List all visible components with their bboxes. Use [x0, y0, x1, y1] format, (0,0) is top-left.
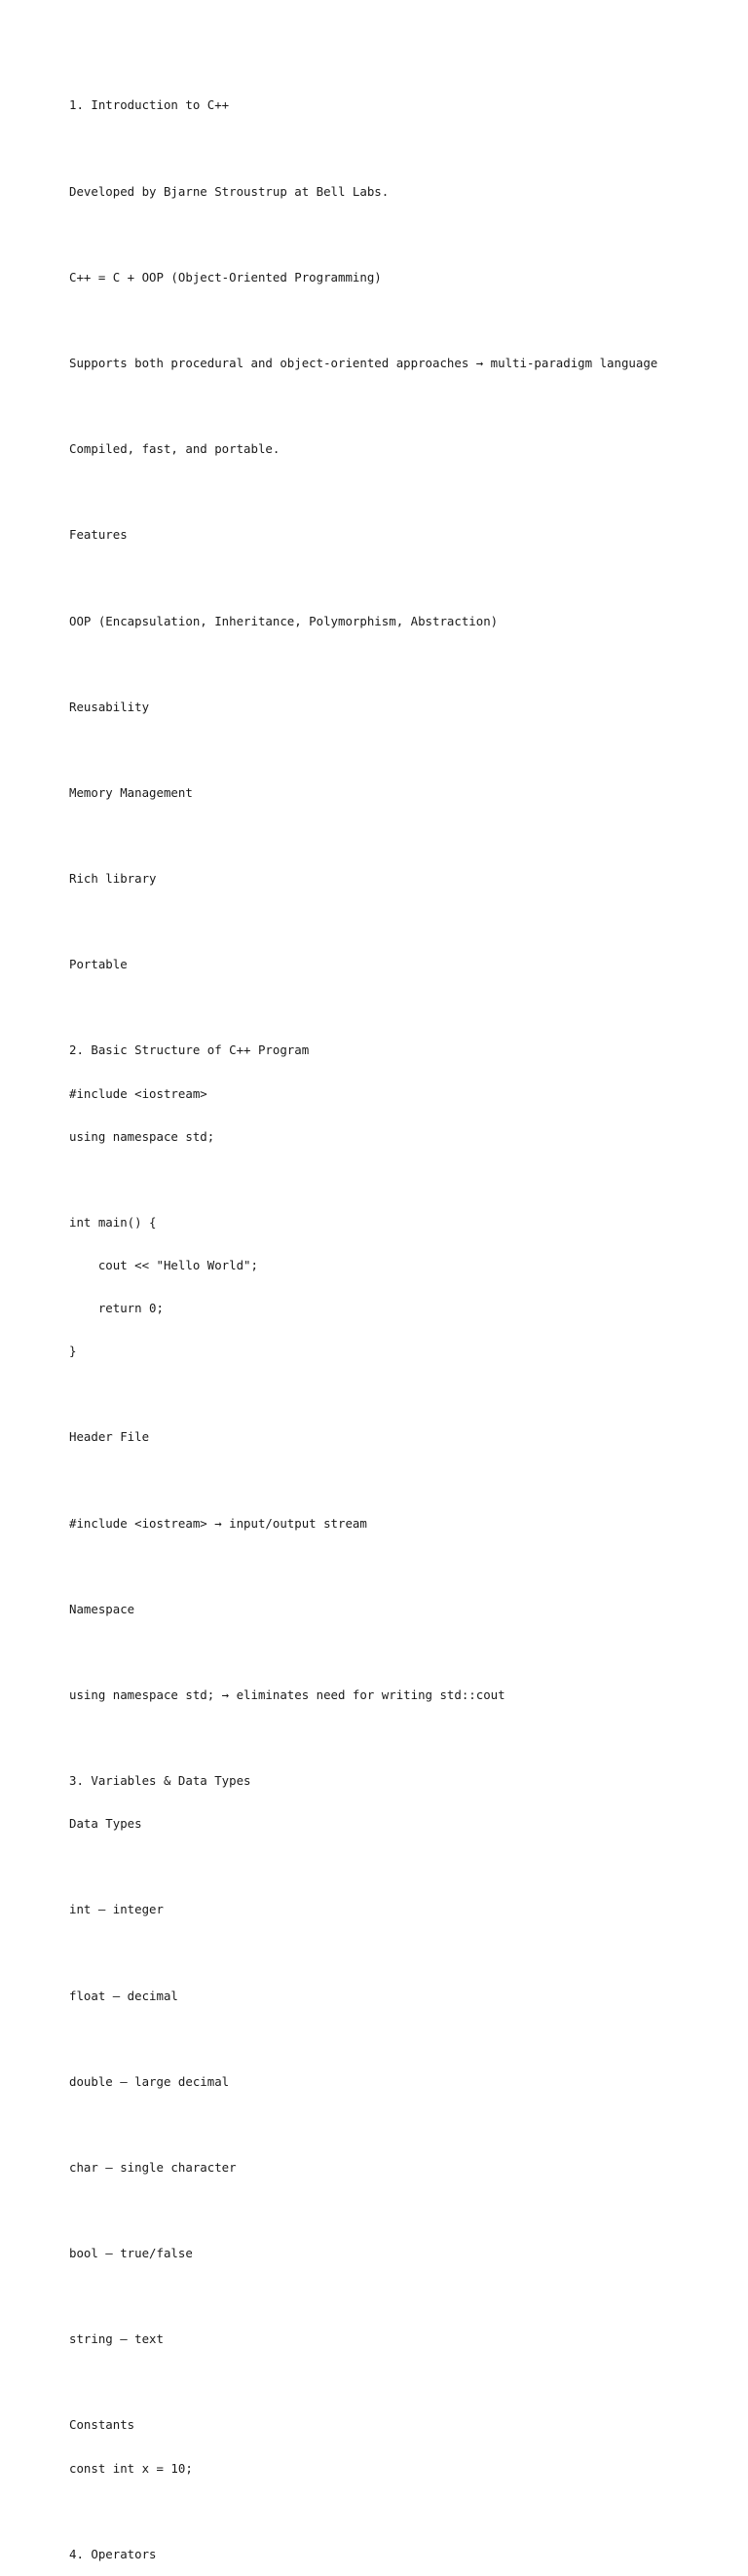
text-line: Namespace	[69, 1601, 135, 1616]
blank-line	[69, 2118, 731, 2133]
text-line: Memory Management	[69, 784, 193, 800]
blank-line	[69, 1173, 731, 1188]
blank-line	[69, 1860, 731, 1875]
text-line: 1. Introduction to C++	[69, 97, 230, 113]
blank-line	[69, 658, 731, 672]
blank-line	[69, 2032, 731, 2047]
text-line: OOP (Encapsulation, Inheritance, Polymorphism, Abstraction)	[69, 613, 499, 628]
blank-line	[69, 829, 731, 844]
blank-line	[69, 142, 731, 157]
text-line: char – single character	[69, 2159, 237, 2175]
document-body	[69, 70, 731, 2576]
text-line: float – decimal	[69, 1988, 178, 2003]
blank-line	[69, 1387, 731, 1402]
text-line: C++ = C + OOP (Object-Oriented Programming)	[69, 269, 382, 284]
text-line: 4. Operators	[69, 2546, 157, 2561]
code-line: #include <iostream>	[69, 1085, 207, 1101]
code-line: }	[69, 1344, 77, 1359]
blank-line	[69, 571, 731, 586]
code-line: const int x = 10;	[69, 2460, 193, 2476]
blank-line	[69, 743, 731, 758]
blank-line	[69, 1946, 731, 1960]
text-line: Compiled, fast, and portable.	[69, 441, 280, 457]
blank-line	[69, 1646, 731, 1660]
text-line: Supports both procedural and object-oriented approaches → multi-paradigm language	[69, 355, 658, 370]
text-line: Constants	[69, 2417, 135, 2433]
text-line: bool – true/false	[69, 2246, 193, 2261]
blank-line	[69, 1731, 731, 1746]
text-line: double – large decimal	[69, 2073, 230, 2089]
blank-line	[69, 915, 731, 929]
blank-line	[69, 1560, 731, 1574]
text-line: Header File	[69, 1429, 150, 1445]
blank-line	[69, 485, 731, 500]
blank-line	[69, 2204, 731, 2218]
blank-line	[69, 314, 731, 328]
blank-line	[69, 399, 731, 414]
blank-line	[69, 228, 731, 243]
text-line: string – text	[69, 2331, 164, 2347]
blank-line	[69, 1001, 731, 1015]
text-line: int – integer	[69, 1902, 164, 1917]
text-line: Reusability	[69, 699, 150, 714]
text-line: 3. Variables & Data Types	[69, 1773, 251, 1789]
code-line: cout << "Hello World";	[69, 1257, 258, 1272]
text-line: using namespace std; → eliminates need for writing std::cout	[69, 1686, 505, 1702]
text-line: Features	[69, 527, 128, 543]
blank-line	[69, 1473, 731, 1488]
code-line: int main() {	[69, 1214, 157, 1230]
text-line: Portable	[69, 957, 128, 972]
blank-line	[69, 2375, 731, 2390]
code-line: return 0;	[69, 1301, 164, 1316]
text-line: Developed by Bjarne Stroustrup at Bell Labs.	[69, 183, 390, 199]
text-line: #include <iostream> → input/output stream	[69, 1515, 367, 1531]
code-line: using namespace std;	[69, 1128, 215, 1144]
blank-line	[69, 2290, 731, 2304]
blank-line	[69, 2505, 731, 2519]
text-line: 2. Basic Structure of C++ Program	[69, 1042, 310, 1058]
text-line: Data Types	[69, 1816, 142, 1832]
text-line: Rich library	[69, 871, 157, 887]
